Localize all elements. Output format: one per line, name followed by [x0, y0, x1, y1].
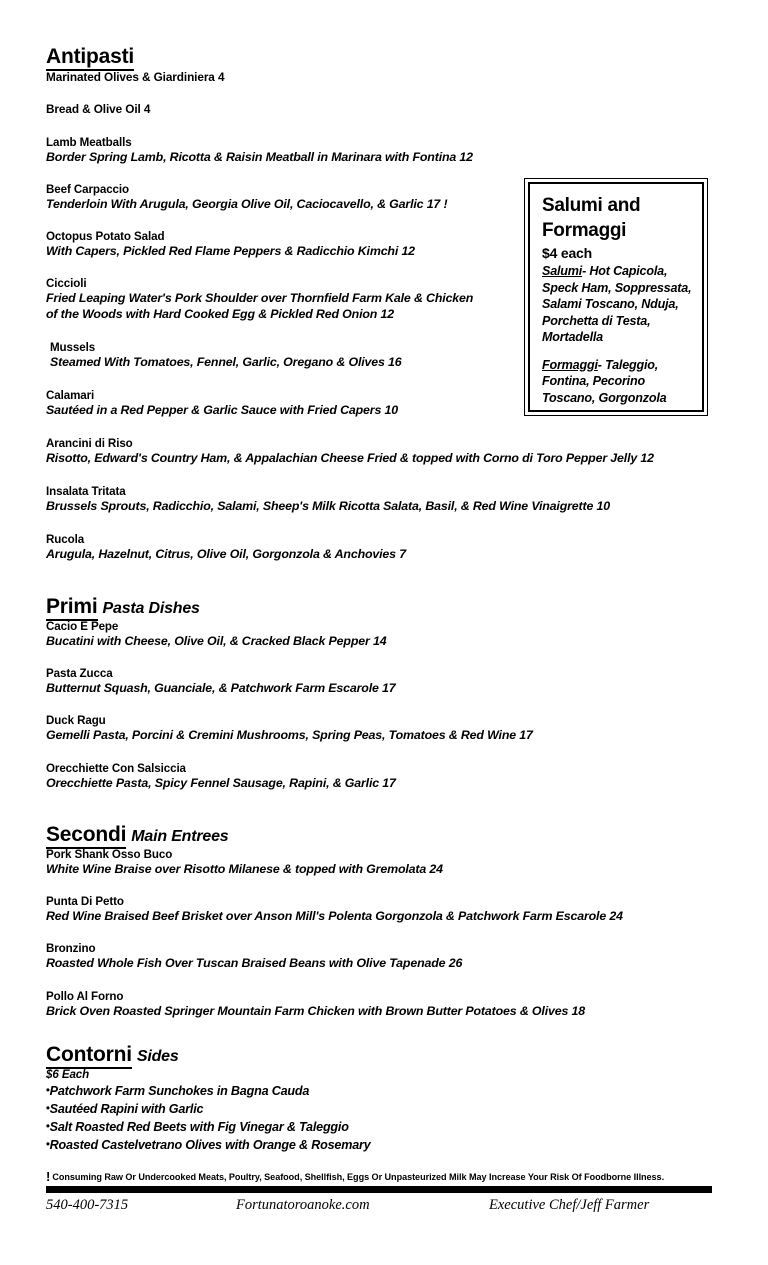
- formaggi-list: [542, 357, 700, 407]
- contorni-item-label: Salt Roasted Red Beets with Fig Vinegar & Taleggio: [49, 1120, 349, 1134]
- menu-item-name: Pork Shank Osso Buco: [46, 848, 173, 861]
- menu-item-rucola: [46, 533, 406, 563]
- contorni-list-item-1: [46, 1084, 309, 1098]
- menu-item-description: Steamed With Tomatoes, Fennel, Garlic, Oregano & Olives 16: [50, 355, 402, 369]
- menu-item-description: Butternut Squash, Guanciale, & Patchwork Farm Escarole 17: [46, 681, 396, 695]
- salumi-box-title-line1: Salumi and: [542, 195, 641, 216]
- section-heading-primi-title: Primi: [46, 595, 98, 621]
- menu-item-name: Beef Carpaccio: [46, 183, 130, 196]
- menu-item-lamb-meatballs: [46, 136, 473, 166]
- contorni-item-label: Patchwork Farm Sunchokes in Bagna Cauda: [49, 1084, 310, 1098]
- menu-item-description: Tenderloin With Arugula, Georgia Olive Oil, Caciocavello, & Garlic 17 !: [46, 197, 448, 211]
- contorni-item-label: Roasted Castelvetrano Olives with Orange & Rosemary: [49, 1138, 371, 1152]
- menu-item-name: Orecchiette Con Salsiccia: [46, 762, 186, 775]
- salumi-formaggi-box: [524, 178, 708, 416]
- menu-item-duck-ragu: [46, 714, 533, 744]
- menu-item-ciccioli: [46, 277, 473, 322]
- menu-item-bronzino: [46, 942, 462, 972]
- section-heading-contorni-subtitle: Sides: [136, 1048, 179, 1065]
- menu-item-description: Orecchiette Pasta, Spicy Fennel Sausage, Rapini, & Garlic 17: [46, 776, 396, 790]
- salumi-label: Salumi: [542, 264, 583, 278]
- contorni-item-label: Sautéed Rapini with Garlic: [49, 1102, 204, 1116]
- menu-item-name: Arancini di Riso: [46, 437, 133, 450]
- menu-item-bread-olive-oil: [46, 102, 150, 116]
- footer-chef-credit: Executive Chef/Jeff Farmer: [489, 1197, 650, 1213]
- menu-item-calamari: [46, 389, 398, 419]
- menu-item-name: Mussels: [50, 341, 96, 354]
- disclaimer-text: Consuming Raw Or Undercooked Meats, Poultry, Seafood, Shellfish, Eggs Or Unpasteurized Milk May Increase Your Risk Of Foodborne Illness.: [52, 1172, 665, 1182]
- formaggi-label: Formaggi: [542, 357, 598, 372]
- menu-item-name: Octopus Potato Salad: [46, 230, 165, 243]
- footer-contact-row: [46, 1197, 712, 1219]
- menu-item-octopus-potato-salad: [46, 230, 415, 260]
- section-heading-primi: [46, 596, 200, 617]
- menu-item-description: Fried Leaping Water's Pork Shoulder over Thornfield Farm Kale & Chicken: [46, 291, 474, 305]
- menu-item-name: Bread & Olive Oil 4: [46, 102, 151, 116]
- menu-item-name: Duck Ragu: [46, 714, 106, 727]
- section-heading-contorni-title: Contorni: [46, 1043, 132, 1069]
- warning-exclamation-icon: !: [46, 1169, 51, 1184]
- menu-item-punta-di-petto: [46, 895, 623, 925]
- menu-item-description: Roasted Whole Fish Over Tuscan Braised Beans with Olive Tapenade 26: [46, 956, 463, 970]
- menu-item-name: Pasta Zucca: [46, 667, 113, 680]
- salumi-box-price: $4 each: [542, 245, 592, 261]
- menu-item-description: Sautéed in a Red Pepper & Garlic Sauce with Fried Capers 10: [46, 403, 398, 417]
- menu-item-beef-carpaccio: [46, 183, 447, 213]
- menu-item-pasta-zucca: [46, 667, 396, 697]
- menu-item-name: Calamari: [46, 389, 95, 402]
- menu-item-mussels: [50, 341, 402, 371]
- menu-item-name: Bronzino: [46, 942, 96, 955]
- section-heading-contorni: [46, 1044, 179, 1065]
- section-heading-secondi-subtitle: Main Entrees: [131, 828, 229, 845]
- salumi-items: - Hot Capicola, Speck Ham, Soppressata, Salami Toscano, Nduja, Porchetta di Testa, Mortadella: [542, 264, 692, 344]
- section-heading-secondi-title: Secondi: [46, 823, 126, 849]
- food-safety-disclaimer: [46, 1167, 664, 1185]
- bullet-icon: •: [46, 1102, 50, 1115]
- menu-item-description: Bucatini with Cheese, Olive Oil, & Cracked Black Pepper 14: [46, 634, 387, 648]
- menu-item-insalata-tritata: [46, 485, 610, 515]
- menu-item-description: Arugula, Hazelnut, Citrus, Olive Oil, Gorgonzola & Anchovies 7: [46, 547, 406, 561]
- footer-phone[interactable]: 540-400-7315: [46, 1197, 129, 1213]
- menu-item-pork-shank-osso-buco: [46, 848, 443, 878]
- menu-item-name: Pollo Al Forno: [46, 990, 124, 1003]
- footer-website[interactable]: Fortunatoroanoke.com: [236, 1197, 370, 1213]
- menu-item-cacio-e-pepe: [46, 620, 386, 650]
- menu-item-marinated-olives: [46, 70, 224, 84]
- menu-item-description-line2: of the Woods with Hard Cooked Egg & Pickled Red Onion 12: [46, 306, 394, 321]
- menu-item-name: Ciccioli: [46, 277, 87, 290]
- section-heading-primi-subtitle: Pasta Dishes: [102, 600, 200, 617]
- menu-item-name: Lamb Meatballs: [46, 136, 132, 149]
- menu-item-description: Brussels Sprouts, Radicchio, Salami, Sheep's Milk Ricotta Salata, Basil, & Red Wine Vinaigrette 10: [46, 499, 611, 513]
- menu-item-name: Marinated Olives & Giardiniera 4: [46, 70, 225, 84]
- bullet-icon: •: [46, 1138, 50, 1151]
- salumi-box-title-line2: Formaggi: [542, 220, 627, 241]
- menu-item-description: White Wine Braise over Risotto Milanese & topped with Gremolata 24: [46, 862, 443, 876]
- contorni-list-item-2: [46, 1102, 203, 1116]
- salumi-list: [542, 263, 700, 346]
- formaggi-items: - Taleggio, Fontina, Pecorino Toscano, Gorgonzola: [542, 357, 667, 405]
- menu-item-description: Gemelli Pasta, Porcini & Cremini Mushrooms, Spring Peas, Tomatoes & Red Wine 17: [46, 728, 533, 742]
- contorni-list-item-3: [46, 1120, 349, 1134]
- contorni-price-note: $6 Each: [46, 1068, 90, 1081]
- menu-item-description: Border Spring Lamb, Ricotta & Raisin Meatball in Marinara with Fontina 12: [46, 150, 473, 164]
- menu-item-pollo-al-forno: [46, 990, 585, 1020]
- menu-item-name: Punta Di Petto: [46, 895, 124, 908]
- menu-item-name: Cacio E Pepe: [46, 620, 119, 633]
- menu-item-orecchiette-con-salsiccia: [46, 762, 396, 792]
- menu-item-description: Brick Oven Roasted Springer Mountain Farm Chicken with Brown Butter Potatoes & Olives 18: [46, 1004, 585, 1018]
- menu-item-arancini-di-riso: [46, 437, 654, 467]
- footer-divider-bar: [46, 1186, 712, 1193]
- section-heading-antipasti-title: Antipasti: [46, 45, 134, 71]
- salumi-box-spacer: [542, 346, 702, 357]
- contorni-list-item-4: [46, 1138, 371, 1152]
- menu-item-description: Red Wine Braised Beef Brisket over Anson Mill's Polenta Gorgonzola & Patchwork Farm Escarole 24: [46, 909, 623, 923]
- menu-item-name: Insalata Tritata: [46, 485, 126, 498]
- section-heading-secondi: [46, 824, 228, 845]
- menu-item-description: Risotto, Edward's Country Ham, & Appalachian Cheese Fried & topped with Corno di Toro Pepper Jelly 12: [46, 451, 654, 465]
- section-heading-antipasti: [46, 46, 134, 67]
- bullet-icon: •: [46, 1084, 50, 1097]
- bullet-icon: •: [46, 1120, 50, 1133]
- salumi-formaggi-box-inner: [528, 182, 704, 412]
- menu-item-description: With Capers, Pickled Red Flame Peppers & Radicchio Kimchi 12: [46, 244, 415, 258]
- menu-item-name: Rucola: [46, 533, 85, 546]
